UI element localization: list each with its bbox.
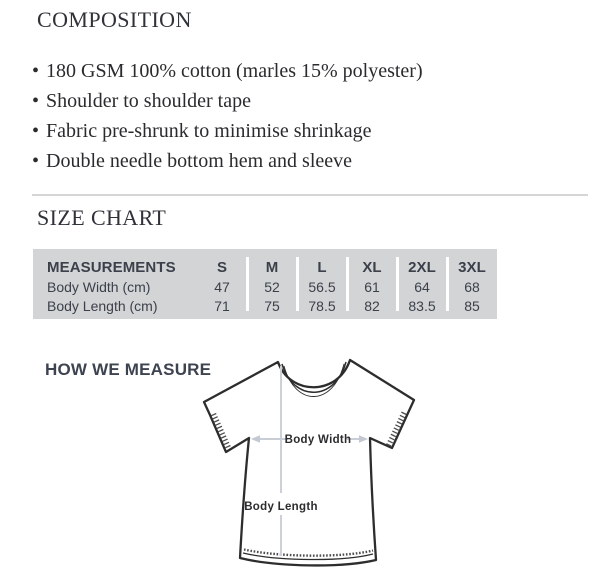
- table-header-size-3xl: 3XL: [458, 259, 486, 276]
- table-cell: 83.5: [408, 298, 436, 314]
- table-header-size-xl: XL: [362, 259, 382, 276]
- bullet-glyph: •: [32, 60, 40, 82]
- list-item-text: Double needle bottom hem and sleeve: [46, 150, 353, 172]
- column-divider: [246, 257, 250, 311]
- column-divider: [446, 257, 450, 311]
- list-item: [32, 116, 423, 146]
- tshirt-diagram: [192, 352, 432, 578]
- table-cell: 85: [464, 298, 480, 314]
- body-length-label: Body Length: [244, 501, 318, 513]
- table-cell: 52: [264, 279, 280, 295]
- bullet-glyph: •: [32, 150, 40, 172]
- list-item: [32, 146, 423, 176]
- row-label: Body Length (cm): [47, 298, 158, 314]
- table-header-size-2xl: 2XL: [408, 259, 436, 276]
- table-header-row: [33, 257, 497, 278]
- row-label: Body Width (cm): [47, 279, 151, 295]
- table-cell: 71: [214, 298, 230, 314]
- table-header-measurements: MEASUREMENTS: [47, 259, 176, 276]
- size-chart-title: SIZE CHART: [37, 205, 167, 230]
- list-item: [32, 86, 423, 116]
- column-divider: [346, 257, 350, 311]
- how-we-measure-title: HOW WE MEASURE: [45, 360, 212, 379]
- table-header-size-l: L: [317, 259, 327, 276]
- list-item-text: 180 GSM 100% cotton (marles 15% polyester): [46, 60, 423, 82]
- table-cell: 68: [464, 279, 480, 295]
- size-chart-table: [33, 249, 497, 319]
- column-divider: [396, 257, 400, 311]
- table-cell: 56.5: [308, 279, 336, 295]
- table-cell: 82: [364, 298, 380, 314]
- list-item: [32, 56, 423, 86]
- column-divider: [296, 257, 300, 311]
- table-cell: 61: [364, 279, 380, 295]
- table-cell: 75: [264, 298, 280, 314]
- section-divider: [32, 194, 588, 196]
- composition-list: [32, 56, 423, 176]
- tshirt-outline: [204, 360, 414, 565]
- list-item-text: Fabric pre-shrunk to minimise shrinkage: [46, 120, 372, 142]
- table-header-size-m: M: [265, 259, 279, 276]
- table-cell: 47: [214, 279, 230, 295]
- table-row-body-length: [33, 297, 497, 316]
- bullet-glyph: •: [32, 120, 40, 142]
- table-header-size-s: S: [216, 259, 228, 276]
- table-cell: 78.5: [308, 298, 336, 314]
- table-cell: 64: [414, 279, 430, 295]
- table-row-body-width: [33, 278, 497, 297]
- body-width-label: Body Width: [284, 434, 352, 446]
- list-item-text: Shoulder to shoulder tape: [46, 90, 251, 112]
- composition-title: COMPOSITION: [37, 7, 192, 32]
- bullet-glyph: •: [32, 90, 40, 112]
